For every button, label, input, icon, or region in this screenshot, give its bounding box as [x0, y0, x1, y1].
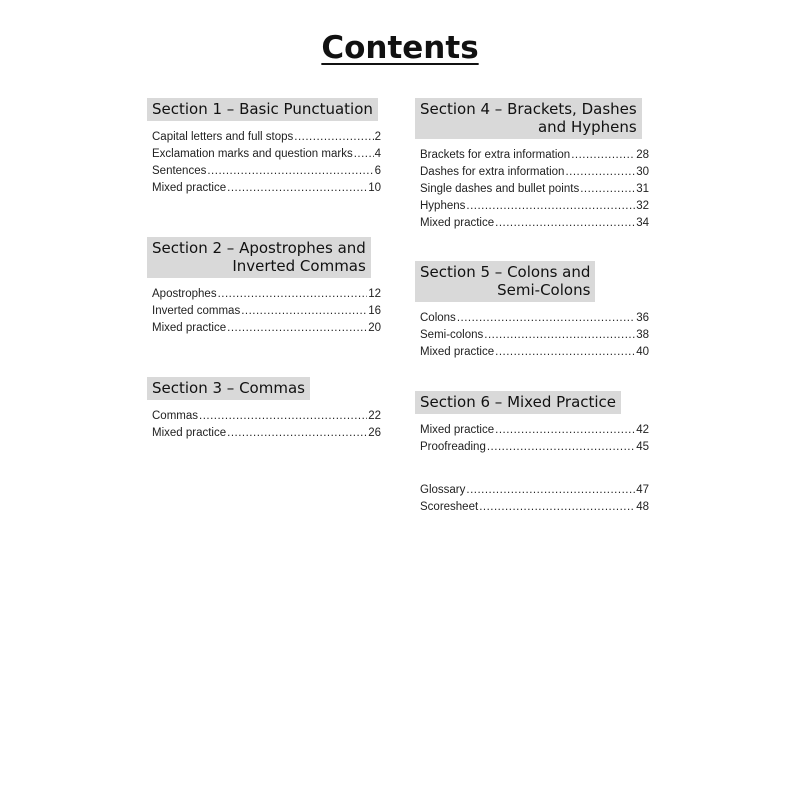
toc-entry[interactable] — [420, 310, 649, 327]
toc-entry[interactable] — [420, 344, 649, 361]
entry-list — [415, 310, 649, 361]
entry-page-number: 12 — [368, 288, 381, 300]
entry-page-number: 40 — [636, 346, 649, 358]
entry-page-number: 45 — [636, 441, 649, 453]
entry-page-number: 20 — [368, 322, 381, 334]
entry-page-number: 32 — [636, 200, 649, 212]
entry-title: Mixed practice — [420, 346, 495, 358]
entry-page-number: 2 — [374, 131, 381, 143]
dot-leader — [294, 129, 373, 146]
toc-entry[interactable] — [420, 422, 649, 439]
entry-title: Hyphens — [420, 200, 466, 212]
toc-entry[interactable] — [420, 198, 649, 215]
dot-leader — [580, 181, 635, 198]
entry-page-number: 16 — [368, 305, 381, 317]
dot-leader — [466, 198, 635, 215]
entry-title: Brackets for extra information — [420, 149, 571, 161]
dot-leader — [207, 163, 373, 180]
dot-leader — [484, 327, 635, 344]
entry-title: Scoresheet — [420, 501, 479, 513]
entry-title: Mixed practice — [420, 424, 495, 436]
entry-page-number: 6 — [374, 165, 381, 177]
section-2 — [147, 237, 381, 337]
dot-leader — [495, 344, 635, 361]
dot-leader — [457, 310, 635, 327]
entry-title: Glossary — [420, 484, 466, 496]
toc-entry[interactable] — [420, 164, 649, 181]
entry-title: Exclamation marks and question marks — [152, 148, 353, 160]
section-4 — [415, 98, 649, 232]
entry-title: Colons — [420, 312, 456, 324]
dot-leader — [466, 482, 635, 499]
entry-page-number: 30 — [636, 166, 649, 178]
dot-leader — [218, 286, 368, 303]
entry-title: Sentences — [152, 165, 207, 177]
entry-title: Mixed practice — [420, 217, 495, 229]
page-title: Contents — [321, 30, 479, 66]
section-heading: Section 1 – Basic Punctuation — [147, 98, 378, 121]
toc-entry[interactable] — [420, 327, 649, 344]
dot-leader — [495, 422, 635, 439]
entry-title: Mixed practice — [152, 182, 227, 194]
appendix — [415, 482, 649, 516]
entry-page-number: 47 — [636, 484, 649, 496]
entry-title: Inverted commas — [152, 305, 241, 317]
toc-entry[interactable] — [420, 439, 649, 456]
toc-entry[interactable] — [152, 180, 381, 197]
toc-entry[interactable] — [420, 147, 649, 164]
dot-leader — [565, 164, 635, 181]
toc-entry[interactable] — [420, 499, 649, 516]
entry-page-number: 42 — [636, 424, 649, 436]
section-heading: Section 5 – Colons and Semi-Colons — [415, 261, 595, 302]
entry-title: Commas — [152, 410, 199, 422]
section-heading: Section 6 – Mixed Practice — [415, 391, 621, 414]
entry-page-number: 10 — [368, 182, 381, 194]
section-1 — [147, 98, 381, 197]
dot-leader — [354, 146, 374, 163]
toc-entry[interactable] — [152, 303, 381, 320]
entry-page-number: 28 — [636, 149, 649, 161]
entry-title: Apostrophes — [152, 288, 217, 300]
entry-title: Single dashes and bullet points — [420, 183, 580, 195]
entry-list — [415, 147, 649, 232]
dot-leader — [199, 408, 367, 425]
entry-page-number: 48 — [636, 501, 649, 513]
toc-entry[interactable] — [152, 286, 381, 303]
entry-title: Proofreading — [420, 441, 486, 453]
entry-page-number: 34 — [636, 217, 649, 229]
dot-leader — [479, 499, 635, 516]
toc-entry[interactable] — [420, 181, 649, 198]
toc-entry[interactable] — [152, 425, 381, 442]
toc-entry[interactable] — [152, 163, 381, 180]
toc-entry[interactable] — [152, 129, 381, 146]
entry-page-number: 38 — [636, 329, 649, 341]
entry-title: Semi-colons — [420, 329, 484, 341]
section-5 — [415, 261, 649, 361]
section-6 — [415, 391, 649, 456]
entry-title: Mixed practice — [152, 427, 227, 439]
entry-title: Capital letters and full stops — [152, 131, 294, 143]
dot-leader — [227, 180, 367, 197]
entry-page-number: 36 — [636, 312, 649, 324]
entry-list — [415, 482, 649, 516]
entry-list — [147, 408, 381, 442]
toc-entry[interactable] — [152, 146, 381, 163]
dot-leader — [487, 439, 635, 456]
toc-entry[interactable] — [152, 320, 381, 337]
section-heading: Section 4 – Brackets, Dashes and Hyphens — [415, 98, 642, 139]
entry-page-number: 4 — [374, 148, 381, 160]
entry-title: Mixed practice — [152, 322, 227, 334]
dot-leader — [495, 215, 635, 232]
dot-leader — [571, 147, 635, 164]
toc-entry[interactable] — [420, 215, 649, 232]
section-heading: Section 3 – Commas — [147, 377, 310, 400]
entry-page-number: 26 — [368, 427, 381, 439]
entry-list — [147, 286, 381, 337]
toc-entry[interactable] — [152, 408, 381, 425]
section-heading: Section 2 – Apostrophes and Inverted Commas — [147, 237, 371, 278]
section-3 — [147, 377, 381, 442]
entry-list — [147, 129, 381, 197]
toc-entry[interactable] — [420, 482, 649, 499]
entry-page-number: 22 — [368, 410, 381, 422]
entry-list — [415, 422, 649, 456]
entry-title: Dashes for extra information — [420, 166, 565, 178]
dot-leader — [227, 320, 367, 337]
dot-leader — [227, 425, 367, 442]
entry-page-number: 31 — [636, 183, 649, 195]
dot-leader — [241, 303, 367, 320]
